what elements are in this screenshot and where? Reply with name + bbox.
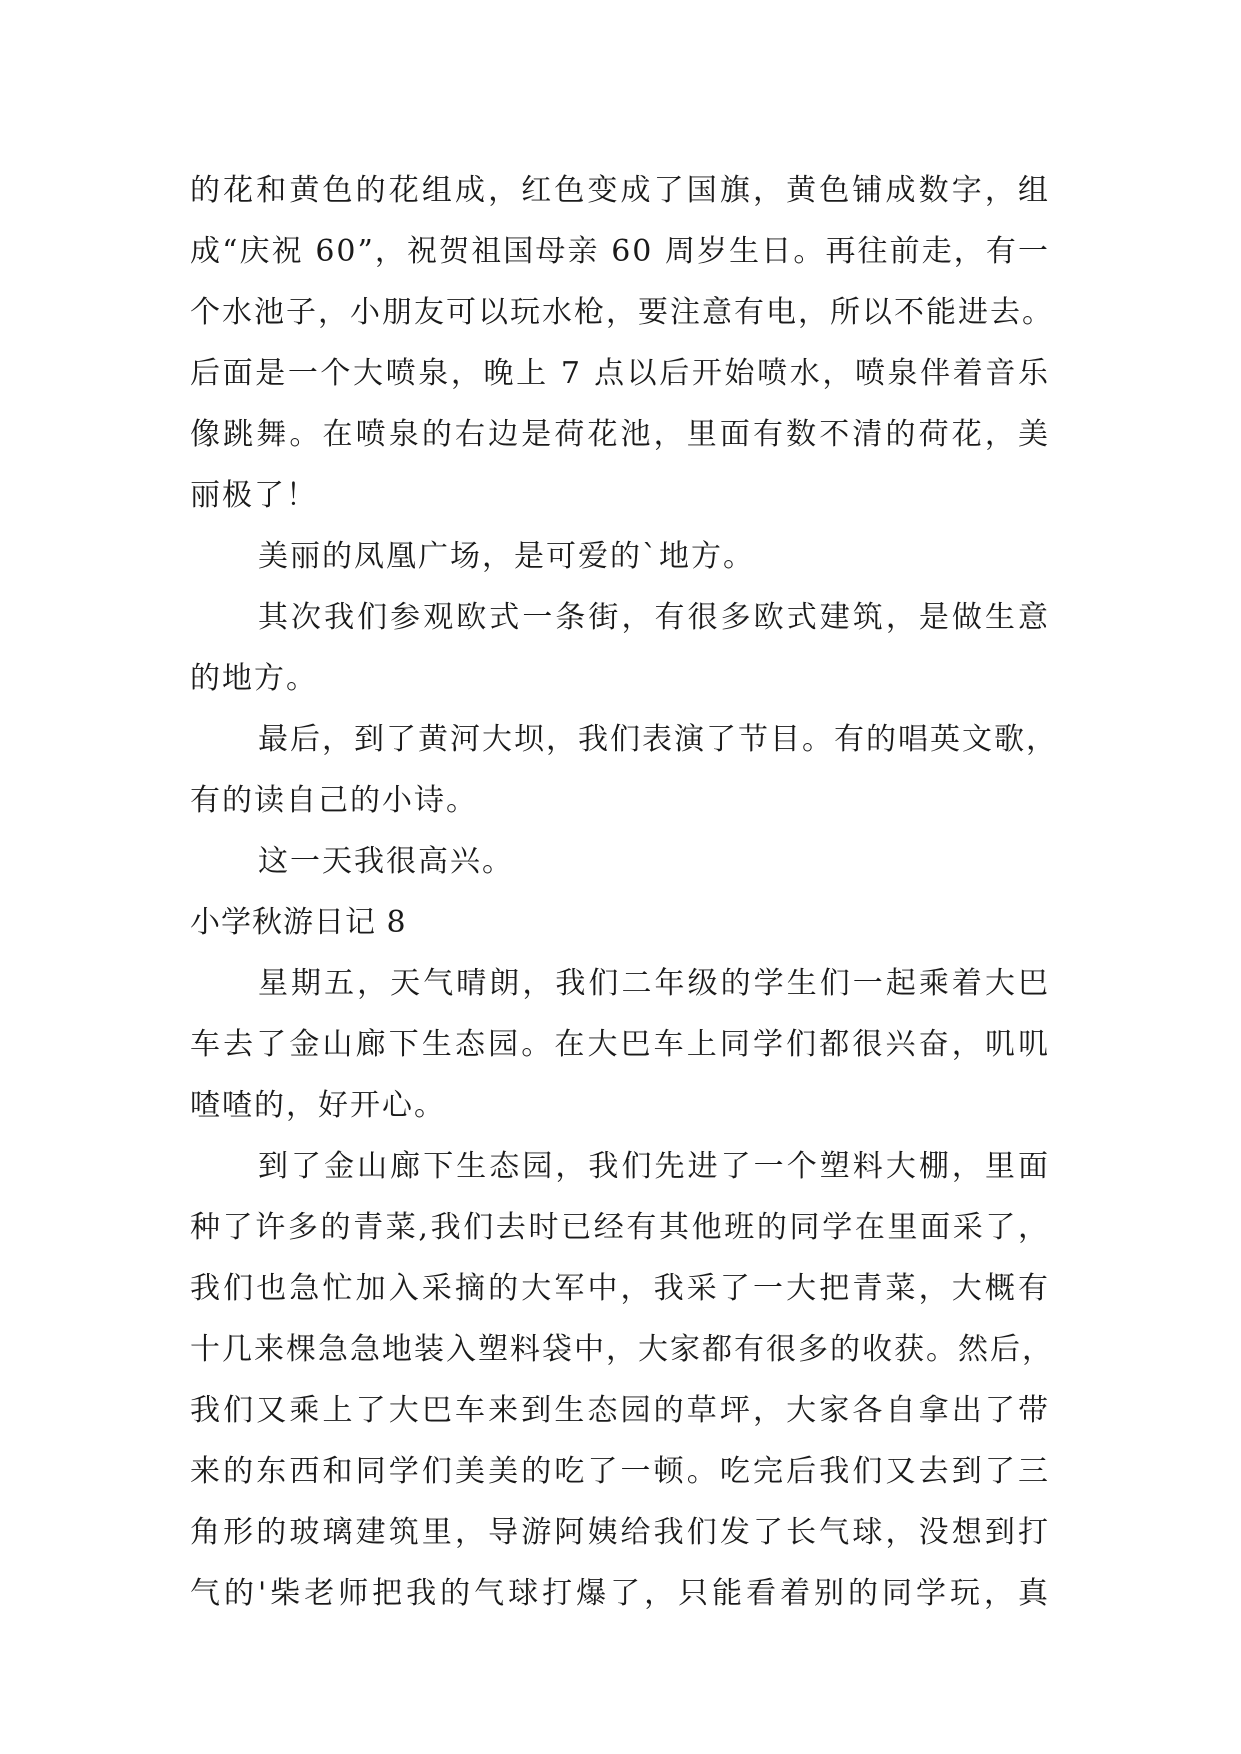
section-title: 小学秋游日记 8: [190, 905, 407, 940]
text-line: 这一天我很高兴。: [258, 844, 514, 879]
text-line: 丽极了！: [190, 478, 318, 513]
text-line: 像跳舞。在喷泉的右边是荷花池，里面有数不清的荷花，美: [190, 417, 1050, 452]
text-line: 最后，到了黄河大坝，我们表演了节目。有的唱英文歌，: [258, 722, 1058, 757]
text-line: 来的东西和同学们美美的吃了一顿。吃完后我们又去到了三: [190, 1454, 1050, 1489]
text-line: 美丽的凤凰广场，是可爱的`地方。: [258, 539, 755, 574]
paragraph: [190, 526, 1050, 587]
text-line: 个水池子，小朋友可以玩水枪，要注意有电，所以不能进去。: [190, 295, 1054, 330]
paragraph: [190, 709, 1058, 831]
text-line: 气的'柴老师把我的气球打爆了，只能看着别的同学玩，真: [190, 1576, 1050, 1611]
document-page: [190, 160, 1058, 1624]
text-line: 到了金山廊下生态园，我们先进了一个塑料大棚，里面: [258, 1149, 1050, 1184]
paragraph: [190, 1136, 1054, 1624]
text-line: 我们也急忙加入采摘的大军中，我采了一大把青菜，大概有: [190, 1271, 1050, 1306]
text-line: 星期五，天气晴朗，我们二年级的学生们一起乘着大巴: [258, 966, 1050, 1001]
paragraph: [190, 831, 1050, 892]
text-line: 喳喳的，好开心。: [190, 1088, 446, 1123]
text-line: 我们又乘上了大巴车来到生态园的草坪，大家各自拿出了带: [190, 1393, 1050, 1428]
text-line: 的花和黄色的花组成，红色变成了国旗，黄色铺成数字，组: [190, 173, 1050, 208]
text-line: 种了许多的青菜,我们去时已经有其他班的同学在里面采了，: [190, 1210, 1050, 1245]
text-line: 的地方。: [190, 661, 318, 696]
text-line: 后面是一个大喷泉，晚上 7 点以后开始喷水，喷泉伴着音乐: [190, 356, 1050, 391]
paragraph: [190, 587, 1050, 709]
text-line: 有的读自己的小诗。: [190, 783, 478, 818]
text-line: 车去了金山廊下生态园。在大巴车上同学们都很兴奋，叽叽: [190, 1027, 1050, 1062]
text-line: 十几来棵急急地装入塑料袋中，大家都有很多的收获。然后，: [190, 1332, 1054, 1367]
text-line: 成“庆祝 60”，祝贺祖国母亲 60 周岁生日。再往前走，有一: [190, 234, 1050, 269]
text-line: 其次我们参观欧式一条街，有很多欧式建筑，是做生意: [258, 600, 1050, 635]
paragraph: [190, 160, 1054, 526]
text-line: 角形的玻璃建筑里，导游阿姨给我们发了长气球，没想到打: [190, 1515, 1050, 1550]
paragraph: [190, 953, 1050, 1136]
